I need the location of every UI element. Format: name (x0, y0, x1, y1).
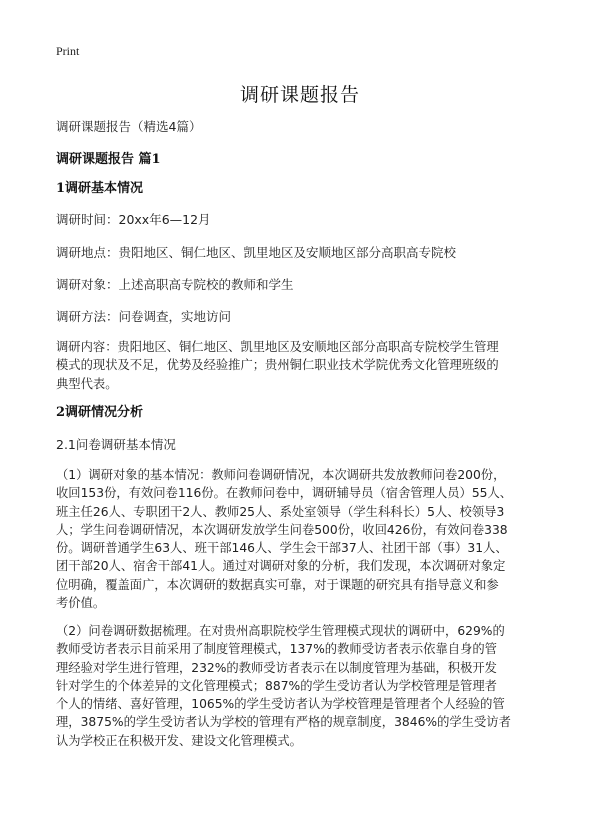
heading-analysis: 2调研情况分析 (56, 405, 144, 420)
survey-time: 调研时间：20xx年6—12月 (56, 212, 211, 227)
text-line: 调研内容：贵阳地区、铜仁地区、凯里地区及安顺地区部分高职高专院校学生管理 (56, 340, 499, 354)
text-line: 模式的现状及不足，优势及经验推广；贵州铜仁职业技术学院优秀文化管理班级的 (56, 358, 499, 373)
text-line: 典型代表。 (56, 376, 118, 391)
heading-basic-info: 1调研基本情况 (56, 181, 144, 196)
print-link[interactable]: Print (56, 44, 80, 58)
paragraph-survey-subjects (56, 466, 550, 612)
text-line: （1）调研对象的基本情况：教师问卷调研情况，本次调研共发放教师问卷200份， (56, 468, 506, 482)
document-subtitle: 调研课题报告（精选4篇） (56, 119, 202, 134)
text-line: 理经验对学生进行管理，232%的教师受访者表示在以制度管理为基础，积极开发 (56, 660, 497, 675)
document-title: 调研课题报告 (239, 84, 360, 106)
text-line: 认为学校正在积极开发、建设文化管理模式。 (56, 733, 302, 748)
text-line: 考价值。 (56, 596, 106, 611)
paragraph-survey-data (56, 622, 550, 750)
text-line: 位明确，覆盖面广，本次调研的数据真实可靠，对于课题的研究具有指导意义和参 (56, 577, 499, 592)
text-line: 班主任26人、专职团干2人、教师25人、系处室领导（学生科科长）5人、校领导3 (56, 504, 505, 519)
survey-content (56, 338, 550, 393)
text-line: 人；学生问卷调研情况，本次调研发放学生问卷500份，收回426份，有效问卷338 (56, 522, 508, 537)
text-line: 收回153份，有效问卷116份。在教师问卷中，调研辅导员（宿舍管理人员）55人、 (56, 486, 513, 501)
text-line: 团干部20人、宿舍干部41人。通过对调研对象的分析，我们发现，本次调研对象定 (56, 559, 506, 574)
text-line: 份。调研普通学生63人、班干部146人、学生会干部37人、社团干部（事）31人、 (56, 541, 508, 556)
text-line: 针对学生的个体差异的文化管理模式；887%的学生受访者认为学校管理是管理者 (56, 678, 497, 693)
text-line: 个人的情绪、喜好管理，1065%的学生受访者认为学校管理是管理者个人经验的管 (56, 697, 505, 712)
text-line: 理，3875%的学生受访者认为学校的管理有严格的规章制度，3846%的学生受访者 (56, 715, 511, 730)
survey-location: 调研地点：贵阳地区、铜仁地区、凯里地区及安顺地区部分高职高专院校 (56, 245, 457, 260)
section-heading: 调研课题报告 篇1 (56, 152, 161, 167)
survey-target: 调研对象：上述高职高专院校的教师和学生 (56, 277, 294, 292)
survey-method: 调研方法：问卷调查，实地访问 (56, 309, 232, 324)
text-line: 教师受访者表示目前采用了制度管理模式，137%的教师受访者表示依靠自身的管 (56, 642, 497, 657)
text-line: （2）问卷调研数据梳理。在对贵州高职院校学生管理模式现状的调研中，629%的 (56, 624, 505, 638)
subheading-questionnaire: 2.1问卷调研基本情况 (56, 437, 176, 452)
